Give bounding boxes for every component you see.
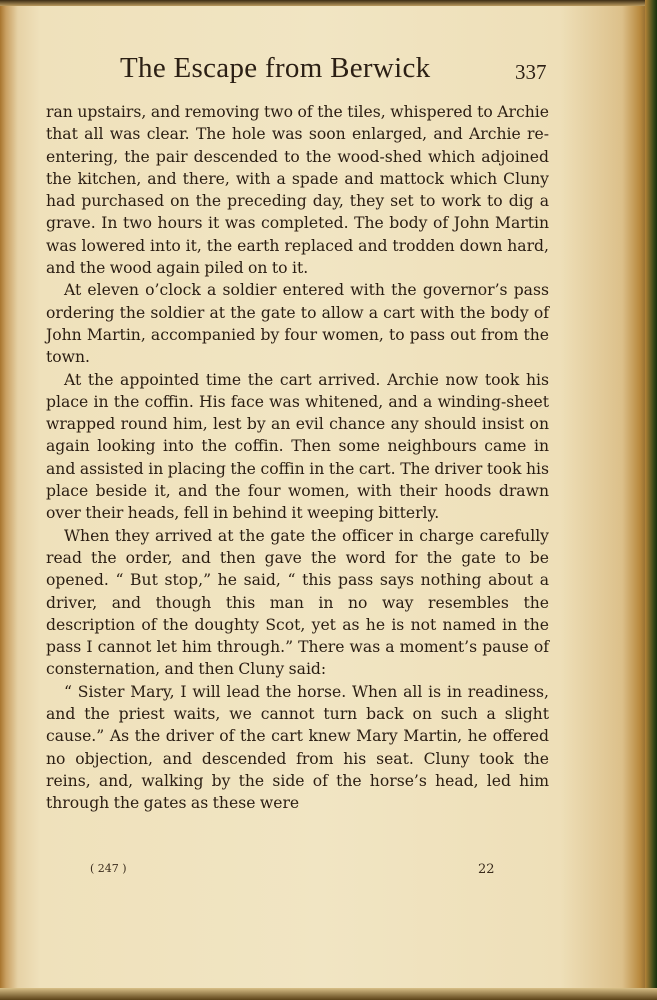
paragraph-2: At eleven o’clock a soldier entered with the governor’s pass ordering the soldier at the gate to allow a cart with the body of John Martin, accompanied by four women, to pass out from the town. (46, 281, 549, 367)
paragraph-3: At the appointed time the cart arrived. Archie now took his place in the coffin. His face was whitened, and a winding-sheet wrapped round him, lest by an evil chance any should insist on again looking into the coffin. Then some neighbours came in and assisted in placing the coffin in the cart. The driver took his place beside it, and the four women, with their hoods drawn over their heads, fell in behind it weeping bitterly. (46, 370, 549, 523)
sheet-number: 22 (478, 862, 495, 877)
paragraph-1: ran upstairs, and removing two of the tiles, whispered to Archie that all was clear. The hole was soon enlarged, and Archie re-entering, the pair descended to the wood-shed which adjoined the kitchen, and there, with a spade and mattock which Cluny had purchased on the preceding day, they set to work to dig a grave. In two hours it was completed. The body of John Martin was lowered into it, the earth replaced and trodden down hard, and the wood again piled on to it. (46, 103, 549, 278)
running-title: The Escape from Berwick (120, 52, 431, 84)
page-footer (0, 862, 657, 882)
paragraph-5: “ Sister Mary, I will lead the horse. When all is in readiness, and the priest waits, we cannot turn back on such a slight cause.” As the driver of the cart knew Mary Martin, he offered no objection, and descended from his seat. Cluny took the reins, and, walking by the side of the horse’s head, led him through the gates as these were (46, 682, 549, 813)
body-text (46, 101, 549, 815)
paragraph-4: When they arrived at the gate the officer in charge carefully read the order, and then gave the word for the gate to be opened. “ But stop,” he said, “ this pass says nothing about a driver, and though this man in no way resembles the description of the doughty Scot, yet as he is not named in the pass I cannot let him through.” There was a moment’s pause of consternation, and then Cluny said: (46, 526, 549, 679)
page-number: 337 (515, 60, 547, 84)
signature-mark: ( 247 ) (90, 862, 127, 875)
running-head (120, 52, 560, 92)
